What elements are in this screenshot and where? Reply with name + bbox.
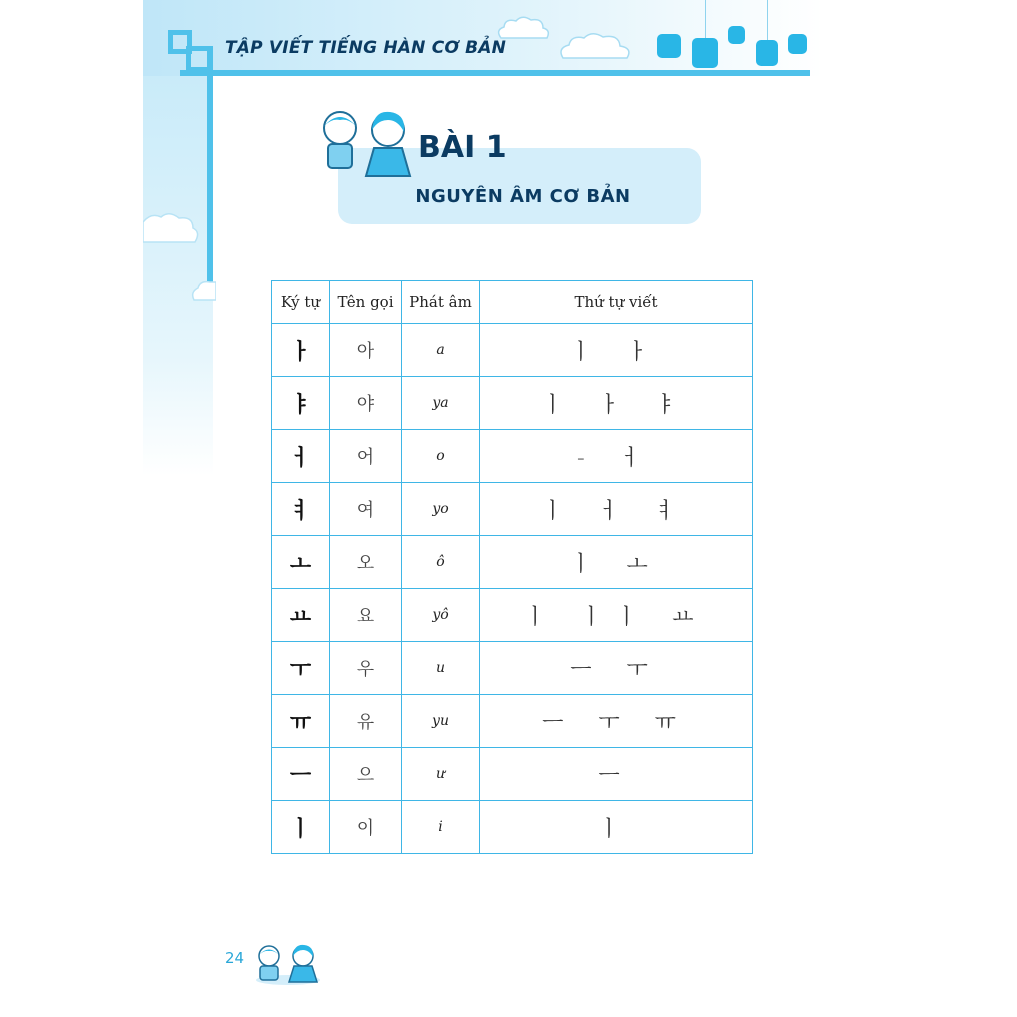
vowel-name: 유 bbox=[330, 695, 402, 748]
cloud-icon bbox=[190, 276, 216, 304]
table-row bbox=[272, 483, 753, 536]
vowel-char: ㅛ bbox=[272, 589, 330, 642]
cloud-icon bbox=[557, 30, 633, 64]
stroke-order: - ㅓ bbox=[480, 430, 753, 483]
column-header: Thứ tự viết bbox=[480, 281, 753, 324]
column-header: Tên gọi bbox=[330, 281, 402, 324]
vowel-char: ㅣ bbox=[272, 801, 330, 854]
vowel-char: ㅡ bbox=[272, 748, 330, 801]
vowel-pronunciation: ư bbox=[402, 748, 480, 801]
table-row bbox=[272, 430, 753, 483]
lantern-string bbox=[767, 0, 768, 40]
vowel-name: 여 bbox=[330, 483, 402, 536]
vowel-table bbox=[271, 280, 753, 854]
vowel-char: ㅗ bbox=[272, 536, 330, 589]
column-header: Phát âm bbox=[402, 281, 480, 324]
vowel-pronunciation: a bbox=[402, 324, 480, 377]
vowel-char: ㅓ bbox=[272, 430, 330, 483]
table-row bbox=[272, 801, 753, 854]
vowel-pronunciation: yo bbox=[402, 483, 480, 536]
kids-illustration-icon bbox=[254, 944, 322, 986]
vowel-char: ㅑ bbox=[272, 377, 330, 430]
vowel-char: ㅠ bbox=[272, 695, 330, 748]
table-row bbox=[272, 642, 753, 695]
vowel-pronunciation: yô bbox=[402, 589, 480, 642]
lantern-icon bbox=[657, 34, 681, 58]
stroke-order: ㅣ bbox=[480, 801, 753, 854]
table-row bbox=[272, 324, 753, 377]
lantern-string bbox=[705, 0, 706, 38]
vowel-pronunciation: i bbox=[402, 801, 480, 854]
header-title: TẬP VIẾT TIẾNG HÀN CƠ BẢN bbox=[225, 38, 507, 58]
vowel-name: 요 bbox=[330, 589, 402, 642]
table-row bbox=[272, 377, 753, 430]
stroke-order: ㅣ ㅏ ㅑ bbox=[480, 377, 753, 430]
vowel-pronunciation: ô bbox=[402, 536, 480, 589]
page-number: 24 bbox=[225, 949, 245, 967]
table-row bbox=[272, 589, 753, 642]
lantern-icon bbox=[756, 40, 778, 66]
vowel-name: 어 bbox=[330, 430, 402, 483]
lantern-icon bbox=[692, 38, 718, 68]
cloud-icon bbox=[143, 208, 201, 248]
vowel-pronunciation: yu bbox=[402, 695, 480, 748]
lesson-subtitle: NGUYÊN ÂM CƠ BẢN bbox=[415, 186, 631, 207]
header-frame-line bbox=[180, 70, 810, 76]
vowel-name: 으 bbox=[330, 748, 402, 801]
column-header: Ký tự bbox=[272, 281, 330, 324]
kids-illustration-icon bbox=[318, 108, 414, 180]
frame-corner-square bbox=[186, 46, 212, 72]
stroke-order: ㅣ ㅏ bbox=[480, 324, 753, 377]
stroke-order: ㅡ ㅜ bbox=[480, 642, 753, 695]
vowel-name: 아 bbox=[330, 324, 402, 377]
lesson-title: BÀI 1 bbox=[418, 130, 507, 165]
stroke-order: ㅣ ㅓ ㅕ bbox=[480, 483, 753, 536]
side-frame-line bbox=[207, 46, 213, 296]
vowel-pronunciation: o bbox=[402, 430, 480, 483]
stroke-order: ㅡ bbox=[480, 748, 753, 801]
table-row bbox=[272, 748, 753, 801]
stroke-order: ㅣ ㅗ bbox=[480, 536, 753, 589]
vowel-char: ㅜ bbox=[272, 642, 330, 695]
stroke-order: ㅣ ㅣㅣ ㅛ bbox=[480, 589, 753, 642]
vowel-char: ㅕ bbox=[272, 483, 330, 536]
vowel-name: 오 bbox=[330, 536, 402, 589]
table-row bbox=[272, 695, 753, 748]
stroke-order: ㅡ ㅜ ㅠ bbox=[480, 695, 753, 748]
vowel-name: 우 bbox=[330, 642, 402, 695]
vowel-char: ㅏ bbox=[272, 324, 330, 377]
cloud-icon bbox=[495, 14, 551, 44]
lantern-icon bbox=[788, 34, 807, 54]
vowel-name: 야 bbox=[330, 377, 402, 430]
table-header-row bbox=[272, 281, 753, 324]
vowel-name: 이 bbox=[330, 801, 402, 854]
table-row bbox=[272, 536, 753, 589]
vowel-pronunciation: ya bbox=[402, 377, 480, 430]
vowel-pronunciation: u bbox=[402, 642, 480, 695]
lantern-icon bbox=[728, 26, 745, 44]
